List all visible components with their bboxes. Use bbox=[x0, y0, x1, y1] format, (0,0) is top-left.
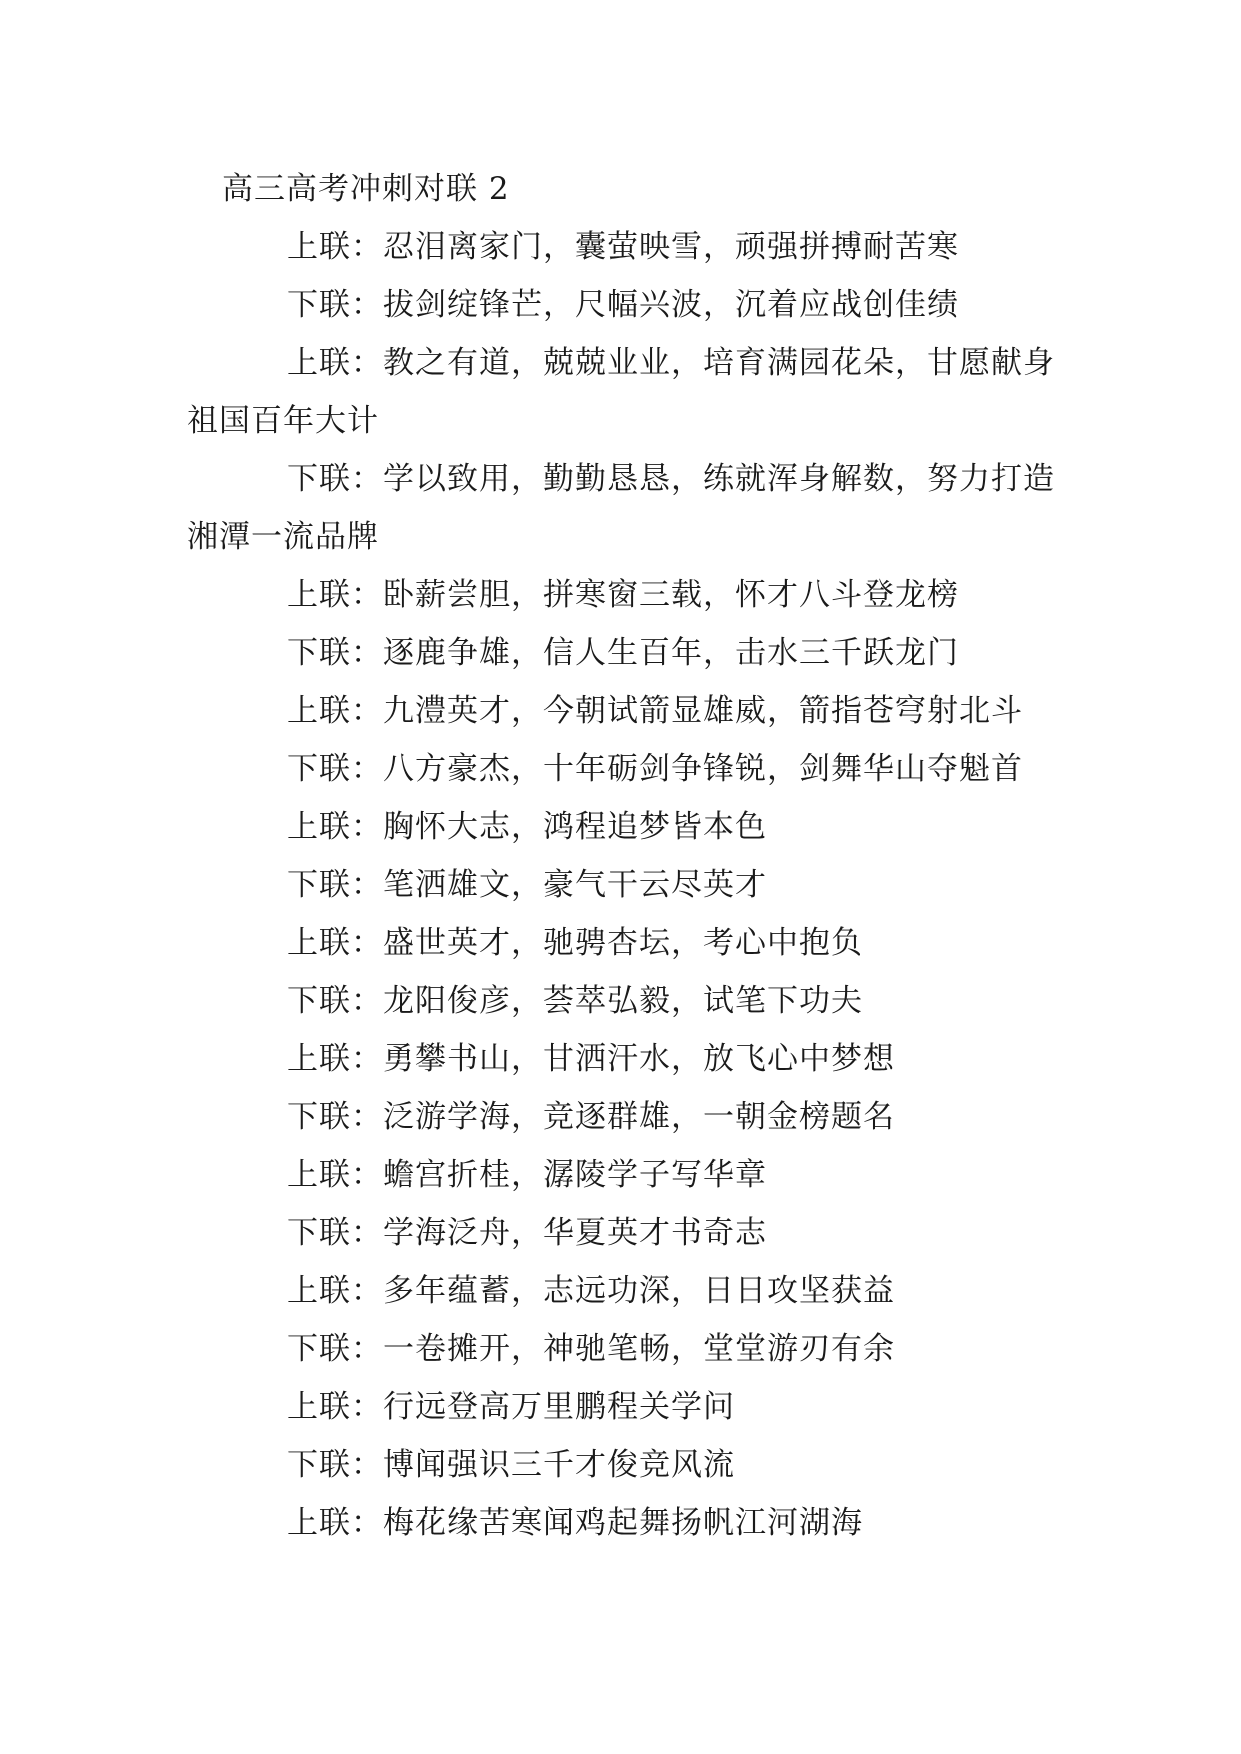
couplet-line bbox=[187, 1494, 1067, 1552]
couplet-line bbox=[187, 624, 1067, 682]
couplet-label: 下联： bbox=[287, 751, 383, 787]
couplet-text: 梅花缘苦寒闻鸡起舞扬帆江河湖海 bbox=[383, 1505, 863, 1541]
couplet-label: 下联： bbox=[287, 1215, 383, 1251]
couplet-label: 下联： bbox=[287, 1447, 383, 1483]
couplet-line bbox=[187, 856, 1067, 914]
couplet-text: 笔洒雄文，豪气干云尽英才 bbox=[383, 867, 767, 903]
couplet-label: 上联： bbox=[287, 229, 383, 265]
couplet-line bbox=[187, 740, 1067, 798]
couplet-label: 下联： bbox=[287, 1099, 383, 1135]
couplet-label: 上联： bbox=[287, 925, 383, 961]
couplet-text: 勇攀书山，甘洒汗水，放飞心中梦想 bbox=[383, 1041, 895, 1077]
couplet-line bbox=[187, 566, 1067, 624]
couplet-label: 上联： bbox=[287, 577, 383, 613]
couplet-label: 下联： bbox=[287, 867, 383, 903]
couplet-text: 盛世英才，驰骋杏坛，考心中抱负 bbox=[383, 925, 863, 961]
couplet-line bbox=[187, 450, 1067, 566]
couplet-text: 龙阳俊彦，荟萃弘毅，试笔下功夫 bbox=[383, 983, 863, 1019]
couplet-text: 九澧英才，今朝试箭显雄威，箭指苍穹射北斗 bbox=[383, 693, 1023, 729]
couplet-text: 多年蕴蓄，志远功深，日日攻坚获益 bbox=[383, 1273, 895, 1309]
document-body bbox=[187, 160, 1067, 1552]
couplet-line bbox=[187, 914, 1067, 972]
couplet-line bbox=[187, 1378, 1067, 1436]
couplet-label: 上联： bbox=[287, 1273, 383, 1309]
couplet-line bbox=[187, 1262, 1067, 1320]
couplet-line bbox=[187, 218, 1067, 276]
couplet-label: 上联： bbox=[287, 1157, 383, 1193]
couplet-label: 下联： bbox=[287, 287, 383, 323]
couplet-line bbox=[187, 1088, 1067, 1146]
couplet-line bbox=[187, 1146, 1067, 1204]
couplet-label: 上联： bbox=[287, 693, 383, 729]
couplet-text: 学以致用，勤勤恳恳，练就浑身解数，努力打造湘潭一流品牌 bbox=[187, 461, 1055, 555]
couplet-text: 泛游学海，竞逐群雄，一朝金榜题名 bbox=[383, 1099, 895, 1135]
couplet-text: 卧薪尝胆，拼寒窗三载，怀才八斗登龙榜 bbox=[383, 577, 959, 613]
couplet-line bbox=[187, 1204, 1067, 1262]
couplet-label: 上联： bbox=[287, 1041, 383, 1077]
couplet-line bbox=[187, 1436, 1067, 1494]
couplet-text: 教之有道，兢兢业业，培育满园花朵，甘愿献身祖国百年大计 bbox=[187, 345, 1055, 439]
document-title: 高三高考冲刺对联 2 bbox=[222, 171, 510, 207]
couplet-line bbox=[187, 1320, 1067, 1378]
couplet-text: 博闻强识三千才俊竞风流 bbox=[383, 1447, 735, 1483]
couplet-label: 下联： bbox=[287, 461, 383, 497]
couplet-label: 上联： bbox=[287, 345, 383, 381]
couplet-text: 学海泛舟，华夏英才书奇志 bbox=[383, 1215, 767, 1251]
couplet-text: 行远登高万里鹏程关学问 bbox=[383, 1389, 735, 1425]
couplet-label: 下联： bbox=[287, 1331, 383, 1367]
couplet-label: 上联： bbox=[287, 809, 383, 845]
couplet-label: 下联： bbox=[287, 635, 383, 671]
couplet-text: 胸怀大志，鸿程追梦皆本色 bbox=[383, 809, 767, 845]
couplet-label: 上联： bbox=[287, 1389, 383, 1425]
couplet-line bbox=[187, 798, 1067, 856]
couplet-text: 一卷摊开，神驰笔畅，堂堂游刃有余 bbox=[383, 1331, 895, 1367]
couplet-line bbox=[187, 334, 1067, 450]
couplet-line bbox=[187, 1030, 1067, 1088]
couplet-text: 八方豪杰，十年砺剑争锋锐，剑舞华山夺魁首 bbox=[383, 751, 1023, 787]
couplet-line bbox=[187, 972, 1067, 1030]
couplet-line bbox=[187, 682, 1067, 740]
couplet-text: 忍泪离家门，囊萤映雪，顽强拼搏耐苦寒 bbox=[383, 229, 959, 265]
couplet-text: 逐鹿争雄，信人生百年，击水三千跃龙门 bbox=[383, 635, 959, 671]
couplet-label: 下联： bbox=[287, 983, 383, 1019]
couplet-text: 蟾宫折桂，潺陵学子写华章 bbox=[383, 1157, 767, 1193]
couplet-text: 拔剑绽锋芒，尺幅兴波，沉着应战创佳绩 bbox=[383, 287, 959, 323]
couplet-label: 上联： bbox=[287, 1505, 383, 1541]
couplet-line bbox=[187, 276, 1067, 334]
